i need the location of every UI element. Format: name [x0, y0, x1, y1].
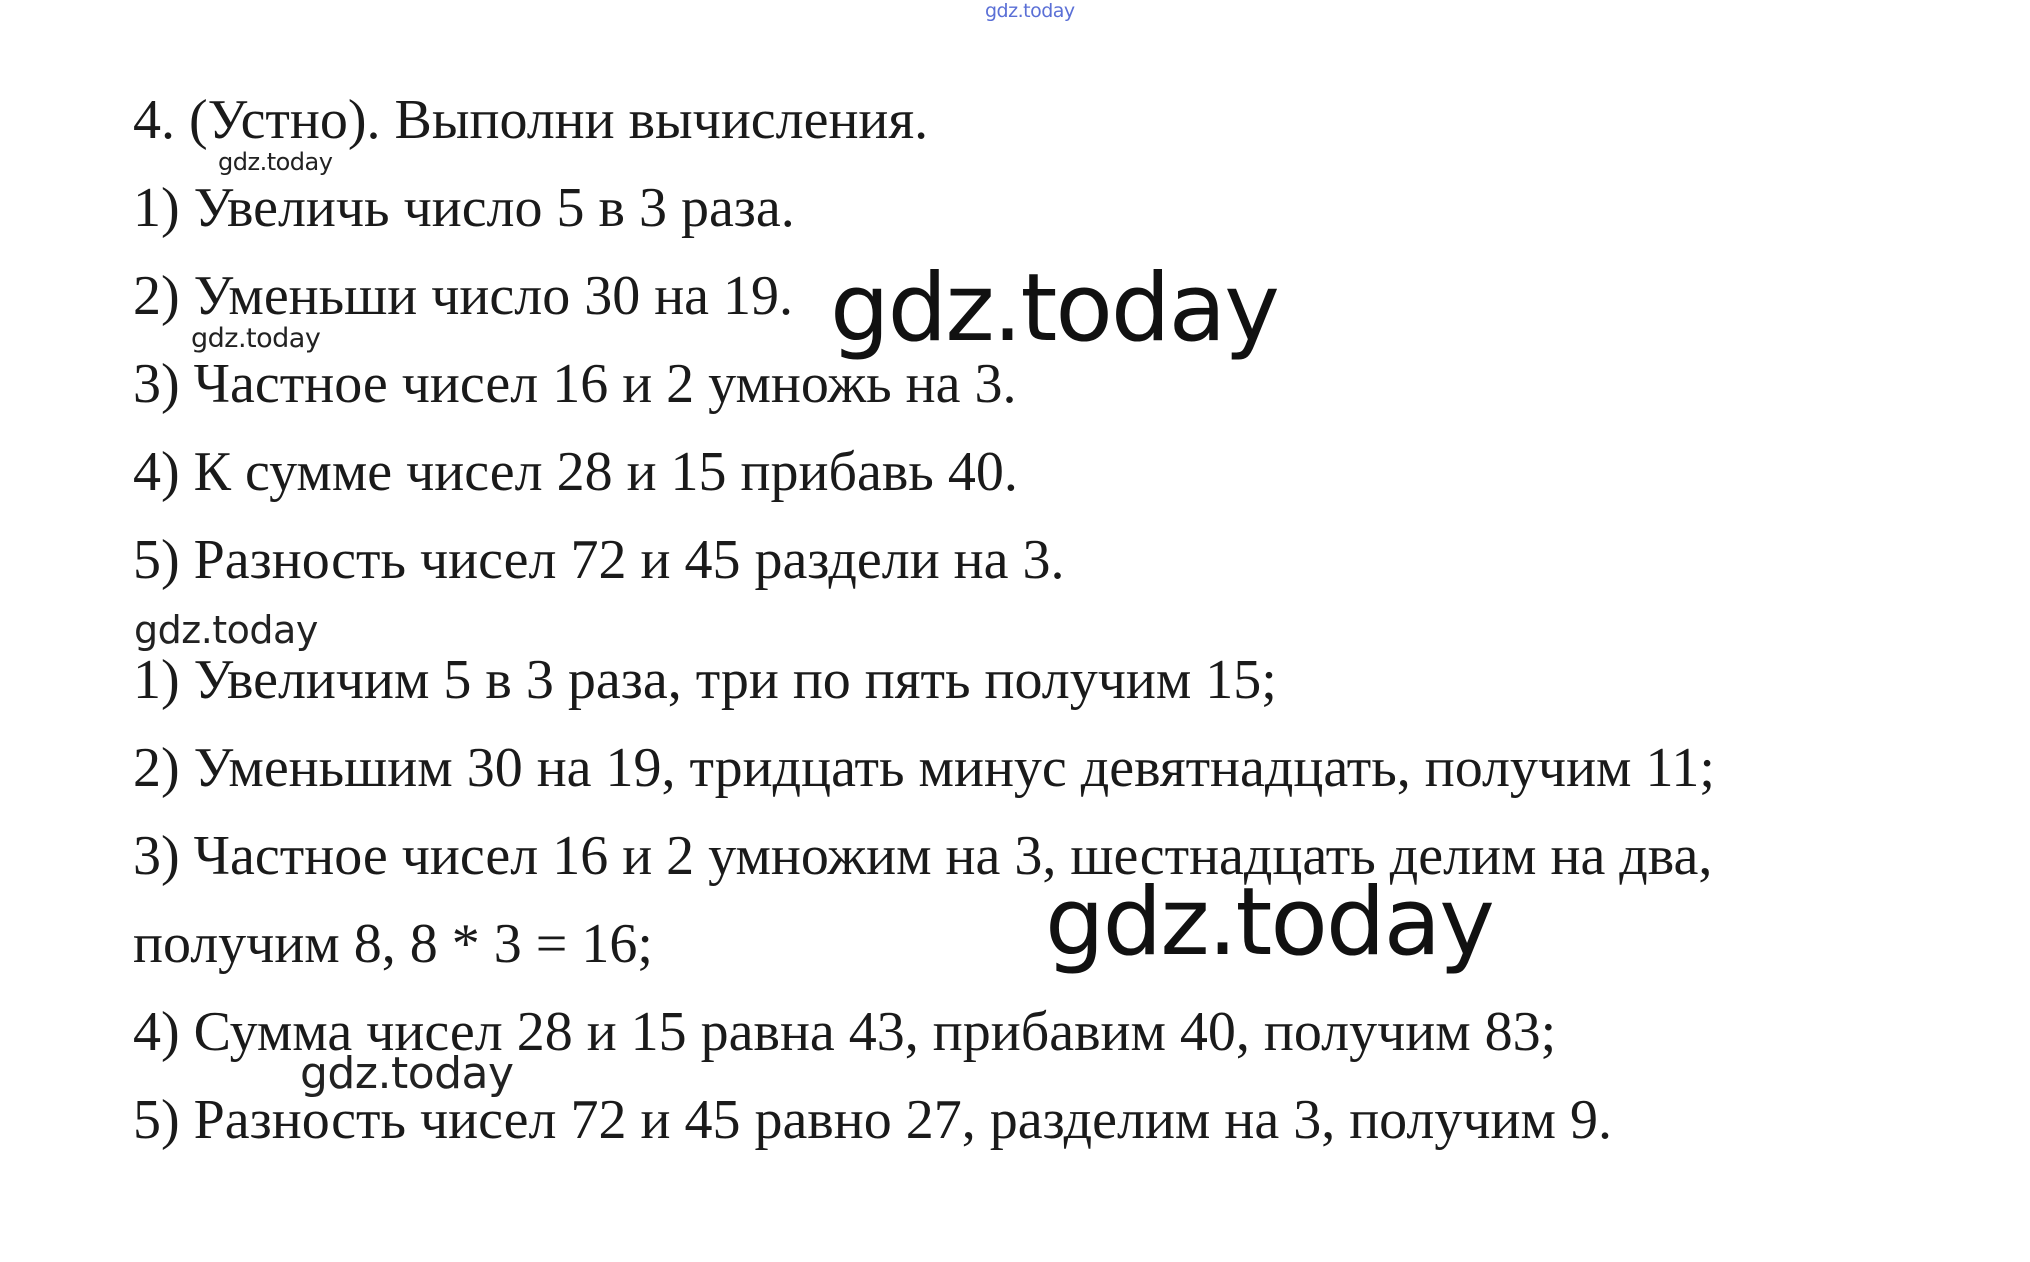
task-item-5: 5) Разность чисел 72 и 45 раздели на 3. [133, 529, 1065, 591]
task-title: 4. (Устно). Выполни вычисления. [133, 89, 929, 151]
solution-line-4: получим 8, 8 * 3 = 16; [133, 913, 653, 975]
task-item-2: 2) Уменьши число 30 на 19. [133, 265, 794, 327]
solution-line-1: 1) Увеличим 5 в 3 раза, три по пять получим 15; [133, 649, 1277, 711]
watermark-top: gdz.today [985, 0, 1075, 22]
task-item-4: 4) К сумме чисел 28 и 15 прибавь 40. [133, 441, 1018, 503]
solution-line-6: 5) Разность чисел 72 и 45 равно 27, разделим на 3, получим 9. [133, 1089, 1612, 1151]
solution-line-3: 3) Частное чисел 16 и 2 умножим на 3, шестнадцать делим на два, [133, 825, 1713, 887]
watermark-small-1: gdz.today [218, 148, 333, 176]
task-item-1: 1) Увеличь число 5 в 3 раза. [133, 177, 795, 239]
watermark-large-1: gdz.today [830, 254, 1278, 363]
watermark-medium-2: gdz.today [300, 1048, 514, 1099]
watermark-medium-1: gdz.today [134, 608, 318, 652]
watermark-small-2: gdz.today [191, 323, 321, 354]
watermark-large-2: gdz.today [1045, 868, 1493, 977]
solution-line-5: 4) Сумма чисел 28 и 15 равна 43, прибавим 40, получим 83; [133, 1001, 1557, 1063]
solution-line-2: 2) Уменьшим 30 на 19, тридцать минус девятнадцать, получим 11; [133, 737, 1715, 799]
task-item-3: 3) Частное чисел 16 и 2 умножь на 3. [133, 353, 1017, 415]
